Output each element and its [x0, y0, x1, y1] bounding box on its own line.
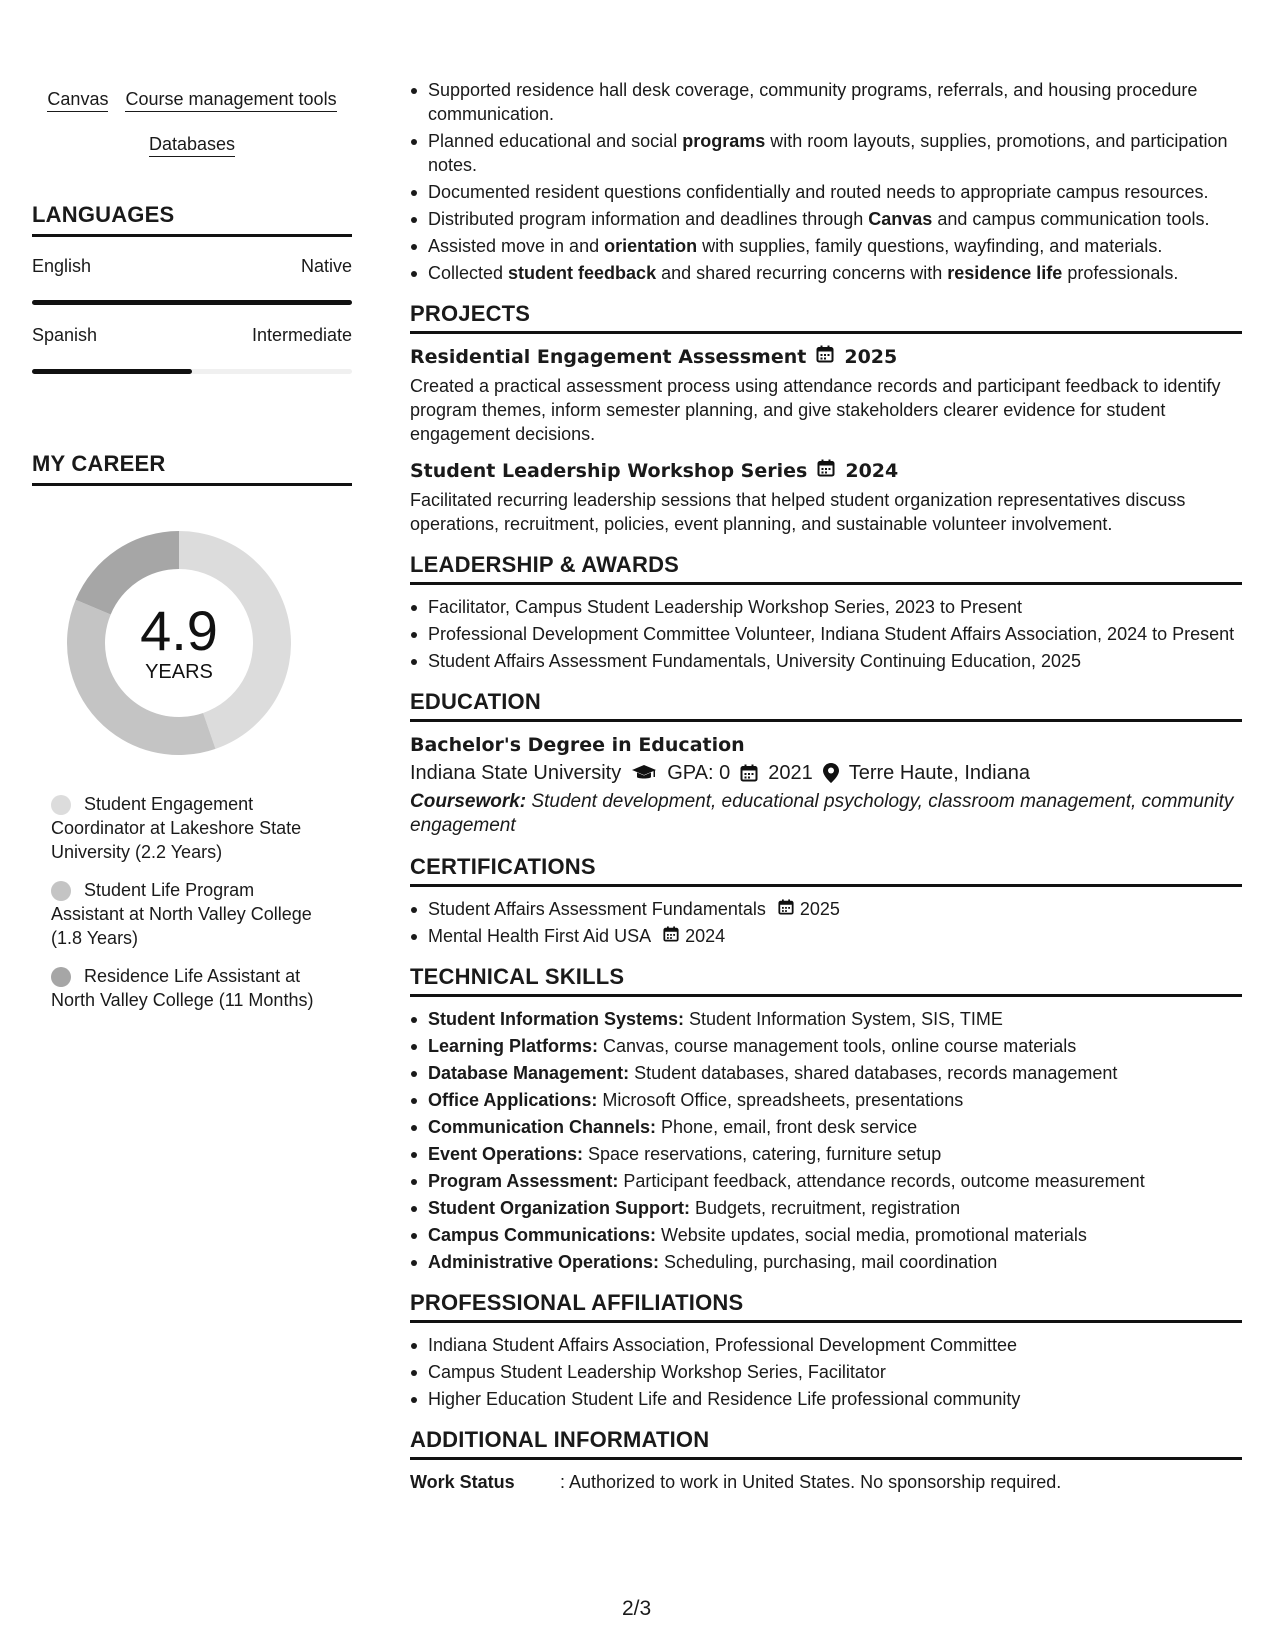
leadership-item: Student Affairs Assessment Fundamentals, University Continuing Education, 2025	[428, 649, 1242, 673]
skill-item	[428, 1223, 1242, 1247]
bullet-text: with room layouts, supplies, promotions, and participation notes.	[428, 131, 1228, 175]
bullet-text: Planned educational and social	[428, 131, 683, 151]
language-proficiency-bar	[32, 300, 352, 305]
skill-item	[428, 1088, 1242, 1112]
technical-skills-list	[410, 1007, 1242, 1274]
skill-tag: Canvas	[47, 88, 108, 112]
certification-name: Mental Health First Aid USA	[428, 926, 652, 946]
experience-bullets	[410, 78, 1242, 285]
skill-label: Database Management:	[428, 1063, 630, 1083]
education-meta	[410, 758, 1242, 788]
bullet-text: Assisted move in and	[428, 236, 605, 256]
affiliation-item: Indiana Student Affairs Association, Professional Development Committee	[428, 1333, 1242, 1357]
calendar-icon	[740, 764, 758, 782]
skill-item	[428, 1061, 1242, 1085]
certification-line	[428, 897, 840, 921]
bullet-text: Documented resident questions confidentially and routed needs to appropriate campus resources.	[428, 182, 1209, 202]
career-total-value: 4.9	[140, 599, 218, 662]
project-title-row	[410, 344, 1242, 370]
language-level: Native	[300, 256, 352, 276]
page-number: 2/3	[622, 1597, 652, 1620]
skill-label: Student Organization Support:	[428, 1198, 690, 1218]
school-location: Terre Haute, Indiana	[848, 762, 1030, 784]
affiliation-item: Higher Education Student Life and Residence Life professional community	[428, 1387, 1242, 1411]
skill-label: Event Operations:	[428, 1144, 584, 1164]
career-legend-text: Student Engagement Coordinator at Lakeshore State University (2.2 Years)	[51, 794, 302, 862]
experience-bullet	[428, 207, 1242, 231]
project-title-row	[410, 458, 1242, 484]
project-description: Created a practical assessment process using attendance records and participant feedback to identify program themes, inform semester planning, and give stakeholders clearer evidence for student engagement decisions.	[410, 376, 1221, 444]
affiliation-item: Campus Student Leadership Workshop Series, Facilitator	[428, 1360, 1242, 1384]
bullet-text: Distributed program information and deadlines through	[428, 209, 869, 229]
work-status-row	[410, 1470, 1242, 1494]
language-name: Spanish	[32, 325, 98, 345]
bullet-keyword: programs	[682, 131, 766, 151]
experience-bullet	[428, 180, 1242, 204]
skill-tag: Databases	[149, 133, 235, 157]
skill-label: Administrative Operations:	[428, 1252, 660, 1272]
leadership-list	[410, 595, 1242, 673]
skill-label: Office Applications:	[428, 1090, 598, 1110]
project-item	[410, 458, 1242, 536]
skill-value: Student databases, shared databases, records management	[629, 1063, 1118, 1083]
skill-item	[428, 1115, 1242, 1139]
graduation-cap-icon	[631, 764, 657, 782]
career-total	[66, 530, 292, 756]
work-status-value: : Authorized to work in United States. No sponsorship required.	[560, 1472, 1062, 1492]
project-item	[410, 344, 1242, 446]
calendar-icon	[663, 924, 679, 948]
skill-value: Budgets, recruitment, registration	[689, 1198, 961, 1218]
right-column	[410, 78, 1242, 1494]
legend-dot-icon	[51, 967, 71, 987]
bullet-text: and shared recurring concerns with	[656, 263, 948, 283]
skill-item	[428, 1034, 1242, 1058]
leadership-heading: LEADERSHIP & AWARDS	[410, 552, 1242, 585]
experience-bullet	[428, 78, 1242, 126]
career-legend-text: Student Life Program Assistant at North Valley College (1.8 Years)	[51, 880, 312, 948]
skill-value: Phone, email, front desk service	[656, 1117, 918, 1137]
legend-dot-icon	[51, 795, 71, 815]
skill-label: Campus Communications:	[428, 1225, 657, 1245]
map-pin-icon	[823, 763, 839, 783]
career-total-unit: YEARS	[145, 661, 213, 683]
project-title: Residential Engagement Assessment	[410, 346, 807, 368]
leadership-item: Facilitator, Campus Student Leadership Workshop Series, 2023 to Present	[428, 595, 1242, 619]
affiliations-heading: PROFESSIONAL AFFILIATIONS	[410, 1290, 1242, 1323]
project-description: Facilitated recurring leadership sessions that helped student organization representatives discuss operations, recruitment, policies, event planning, and sustainable volunteer involvement.	[410, 490, 1186, 534]
bullet-keyword: student feedback	[508, 263, 657, 283]
gpa: GPA: 0	[667, 762, 731, 784]
certification-year: 2024	[685, 926, 726, 946]
bullet-text: Supported residence hall desk coverage, community programs, referrals, and housing procedure communication.	[428, 80, 1198, 124]
certification-year: 2025	[799, 899, 840, 919]
certifications-list	[410, 897, 1242, 948]
certification-name: Student Affairs Assessment Fundamentals	[428, 899, 766, 919]
legend-dot-icon	[51, 881, 71, 901]
degree-title: Bachelor's Degree in Education	[410, 734, 745, 756]
bullet-text: professionals.	[1062, 263, 1179, 283]
coursework	[410, 790, 1242, 838]
career-legend-item	[51, 878, 331, 950]
project-title: Student Leadership Workshop Series	[410, 460, 808, 482]
bullet-text: with supplies, family questions, wayfinding, and materials.	[697, 236, 1163, 256]
language-proficiency-bar	[32, 369, 352, 374]
skill-label: Student Information Systems:	[428, 1009, 685, 1029]
experience-bullet	[428, 129, 1242, 177]
coursework-label: Coursework:	[410, 791, 527, 812]
bullet-text: Collected	[428, 263, 509, 283]
skill-value: Canvas, course management tools, online course materials	[598, 1036, 1077, 1056]
bullet-text: and campus communication tools.	[932, 209, 1210, 229]
skill-value: Participant feedback, attendance records, outcome measurement	[618, 1171, 1145, 1191]
career-legend-item	[51, 964, 331, 1012]
skill-value: Microsoft Office, spreadsheets, presentations	[597, 1090, 964, 1110]
project-year: 2025	[844, 346, 898, 368]
skill-item	[428, 1007, 1242, 1031]
certification-item	[428, 924, 1242, 948]
projects-heading: PROJECTS	[410, 301, 1242, 334]
work-status-label: Work Status	[410, 1472, 515, 1492]
career-legend-item	[51, 792, 331, 864]
skill-value: Space reservations, catering, furniture setup	[583, 1144, 942, 1164]
language-proficiency-fill	[32, 300, 352, 305]
skill-item	[428, 1169, 1242, 1193]
language-name: English	[32, 256, 92, 276]
languages-heading: LANGUAGES	[32, 202, 352, 237]
skill-tag: Course management tools	[125, 88, 336, 112]
language-proficiency-fill	[32, 369, 192, 374]
language-level: Intermediate	[251, 325, 352, 345]
career-heading: MY CAREER	[32, 451, 352, 486]
technical-skills-heading: TECHNICAL SKILLS	[410, 964, 1242, 997]
career-legend	[51, 792, 331, 1026]
calendar-icon	[817, 458, 835, 484]
affiliations-list	[410, 1333, 1242, 1411]
school-name: Indiana State University	[410, 762, 622, 784]
skill-label: Communication Channels:	[428, 1117, 657, 1137]
graduation-year: 2021	[768, 762, 813, 784]
education-heading: EDUCATION	[410, 689, 1242, 722]
language-row	[32, 256, 352, 277]
calendar-icon	[778, 897, 794, 921]
coursework-text: Student development, educational psychology, classroom management, community engagement	[410, 791, 1234, 836]
project-year: 2024	[845, 460, 899, 482]
certification-line	[428, 924, 725, 948]
experience-bullet	[428, 234, 1242, 258]
certification-item	[428, 897, 1242, 921]
leadership-item: Professional Development Committee Volunteer, Indiana Student Affairs Association, 2024 to Present	[428, 622, 1242, 646]
skill-item	[428, 1196, 1242, 1220]
certifications-heading: CERTIFICATIONS	[410, 854, 1242, 887]
additional-info-heading: ADDITIONAL INFORMATION	[410, 1427, 1242, 1460]
bullet-keyword: orientation	[604, 236, 698, 256]
skill-label: Program Assessment:	[428, 1171, 619, 1191]
skill-item	[428, 1142, 1242, 1166]
bullet-keyword: Canvas	[868, 209, 933, 229]
skill-tags-row	[32, 133, 352, 157]
bullet-keyword: residence life	[947, 263, 1063, 283]
career-legend-text: Residence Life Assistant at North Valley College (11 Months)	[51, 966, 314, 1010]
experience-bullet	[428, 261, 1242, 285]
skill-value: Student Information System, SIS, TIME	[684, 1009, 1003, 1029]
skill-value: Scheduling, purchasing, mail coordination	[659, 1252, 998, 1272]
skill-item	[428, 1250, 1242, 1274]
skill-tags-row	[32, 88, 352, 112]
skill-value: Website updates, social media, promotional materials	[656, 1225, 1087, 1245]
calendar-icon	[816, 344, 834, 370]
language-row	[32, 325, 352, 346]
skill-label: Learning Platforms:	[428, 1036, 599, 1056]
